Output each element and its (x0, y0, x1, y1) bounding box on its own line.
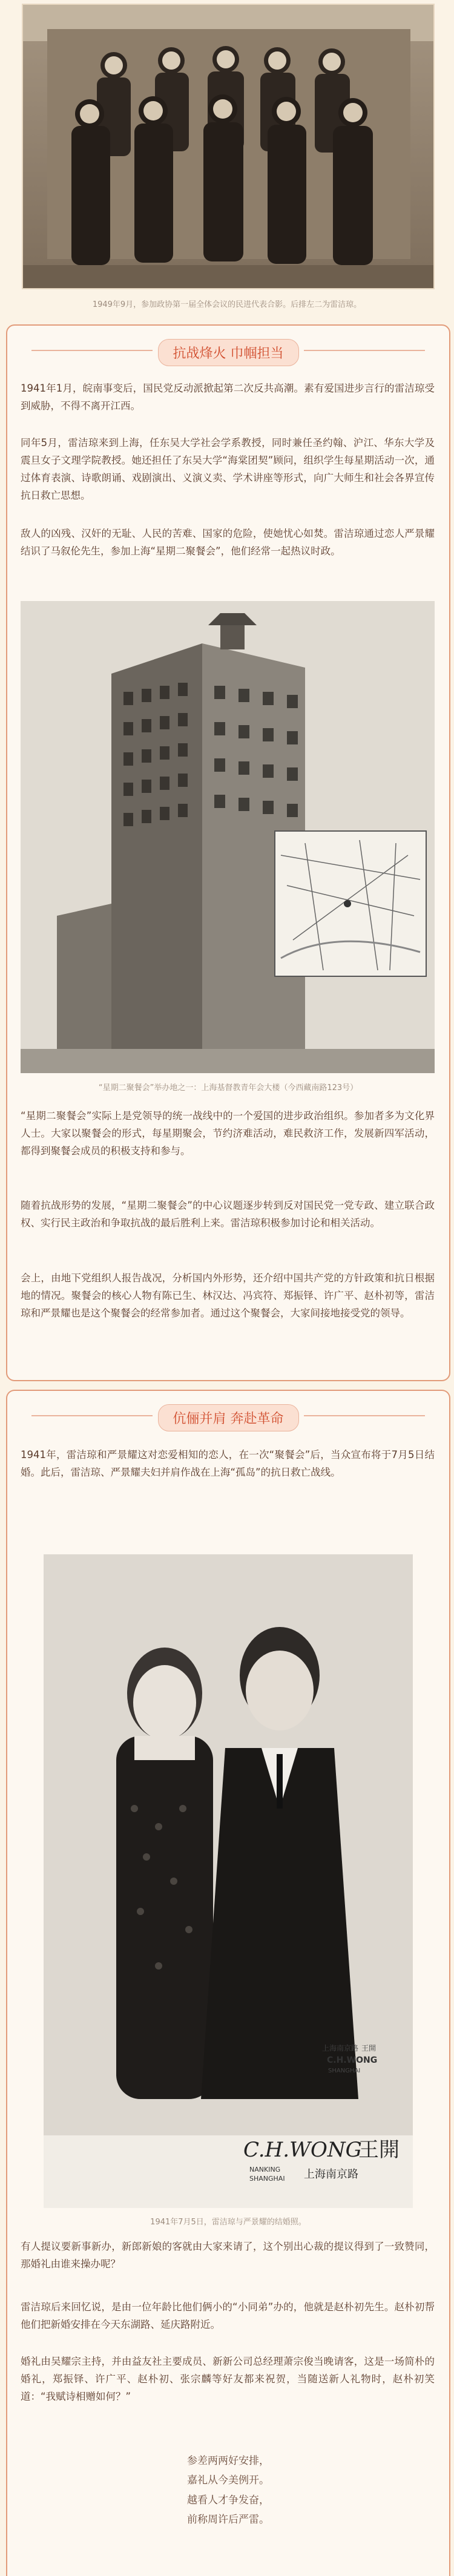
photo-stamp-city: SHANGHAI (328, 2068, 361, 2074)
group-photo-caption: 1949年9月，参加政协第一届全体会议的民进代表合影。后排左二为雷洁琼。 (92, 300, 362, 309)
section-title: 抗战烽火 巾帼担当 (158, 339, 299, 366)
section-title: 伉俪并肩 奔赴革命 (158, 1404, 299, 1431)
paragraph: 1941年1月，皖南事变后，国民党反动派掀起第二次反共高潮。素有爱国进步言行的雷洁琼受到威胁，不得不离开江西。 (21, 383, 435, 412)
paragraph: “星期二聚餐会”实际上是党领导的统一战线中的一个爱国的进步政治组织。参加者多为文化界人士。大家以聚餐会的形式，每星期聚会，节约济难活动，难民救济工作，发展新四军活动，都得到聚餐会成员的积极支持和参与。 (21, 1110, 435, 1157)
paragraph: 雷洁琼后来回忆说，是由一位年龄比他们俩小的“小同弟”办的，他就是赵朴初先生。赵朴初帮他们把新婚安排在今天东湖路、延庆路附近。 (21, 2301, 435, 2330)
poem-line: 嘉礼从今美例开。 (187, 2474, 269, 2487)
photo-stamp-chinese: 上海南京路 (322, 2044, 359, 2052)
paragraph: 婚礼由吴耀宗主持，并由益友社主要成员、新新公司总经理萧宗俊当晚请客，这是一场简朴的婚礼，郑振铎、许广平、赵朴初、张宗麟等好友都来祝贺，当随送新人礼物时，赵朴初笑道：“我赋诗相赠如何？” (21, 2356, 435, 2402)
card-sub1: NANKING (249, 2166, 281, 2174)
poem-line: 前称周许后严雷。 (187, 2513, 269, 2526)
card-chinese2: 上海南京路 (304, 2168, 358, 2181)
photo-stamp-brand: C.H.WONG (327, 2055, 378, 2065)
section-header (7, 339, 449, 366)
paragraph: 会上，由地下党组织人报告战况，分析国内外形势，还介绍中国共产党的方针政策和抗日根据地的情况。聚餐会的核心人物有陈已生、林汉达、冯宾符、郑振铎、许广平、赵朴初等，雷洁琼和严景耀也是这个聚餐会的经常参加者。通过这个聚餐会，大家间接地接受党的领导。 (21, 1272, 435, 1319)
section-revolution (6, 1390, 450, 2576)
paragraph: 有人提议要新事新办，新郎新娘的客就由大家来请了，这个别出心裁的提议得到了一致赞同，那婚礼由谁来操办呢？ (21, 2241, 435, 2270)
poem-line: 参差两两好安排， (187, 2455, 269, 2467)
card-brand: C.H.WONG (243, 2138, 362, 2162)
card-sub2: SHANGHAI (249, 2175, 285, 2183)
photo-stamp-chinese: 王開 (361, 2044, 377, 2052)
paragraph: 同年5月，雷洁琼来到上海，任东吴大学社会学系教授，同时兼任圣约翰、沪江、华东大学及震旦女子文理学院教授。她还担任了东吴大学“海棠团契”顾问，组织学生每星期活动一次，通过体育表演、诗歌朗诵、戏剧演出、义演义卖、学术讲座等形式，向广大师生和社会各界宣传抗日救亡思想。 (21, 437, 435, 501)
building-image (21, 601, 435, 1073)
section-war-resistance (6, 324, 450, 1381)
paragraph: 1941年，雷洁琼和严景耀这对恋爱相知的恋人，在一次“聚餐会”后，当众宣布将于7月5日结婚。此后，雷洁琼、严景耀夫妇并肩作战在上海“孤岛”的抗日救亡战线。 (21, 1449, 435, 1478)
group-photo (22, 4, 435, 289)
paragraph: 随着抗战形势的发展，“星期二聚餐会”的中心议题逐步转到反对国民党一党专政、建立联合政权、实行民主政治和争取抗战的最后胜利上来。雷洁琼积极参加讨论和相关活动。 (21, 1200, 435, 1229)
group-photo-image (23, 5, 433, 288)
wedding-caption: 1941年7月5日，雷洁琼与严景耀的结婚照。 (150, 2218, 306, 2227)
paragraph: 敌人的凶残、汉奸的无耻、人民的苦难、国家的危险，使她忧心如焚。雷洁琼通过恋人严景耀结识了马叙伦先生，参加上海“星期二聚餐会”，他们经常一起热议时政。 (21, 528, 435, 557)
poem-line: 越看人才争发奋， (187, 2494, 269, 2506)
wedding-photo (44, 1554, 413, 2208)
card-chinese: 王開 (358, 2138, 400, 2162)
building-caption: “星期二聚餐会”举办地之一：上海基督教青年会大楼（今西藏南路123号） (98, 1083, 358, 1092)
section-header (7, 1404, 449, 1431)
poem (1, 2451, 454, 2529)
